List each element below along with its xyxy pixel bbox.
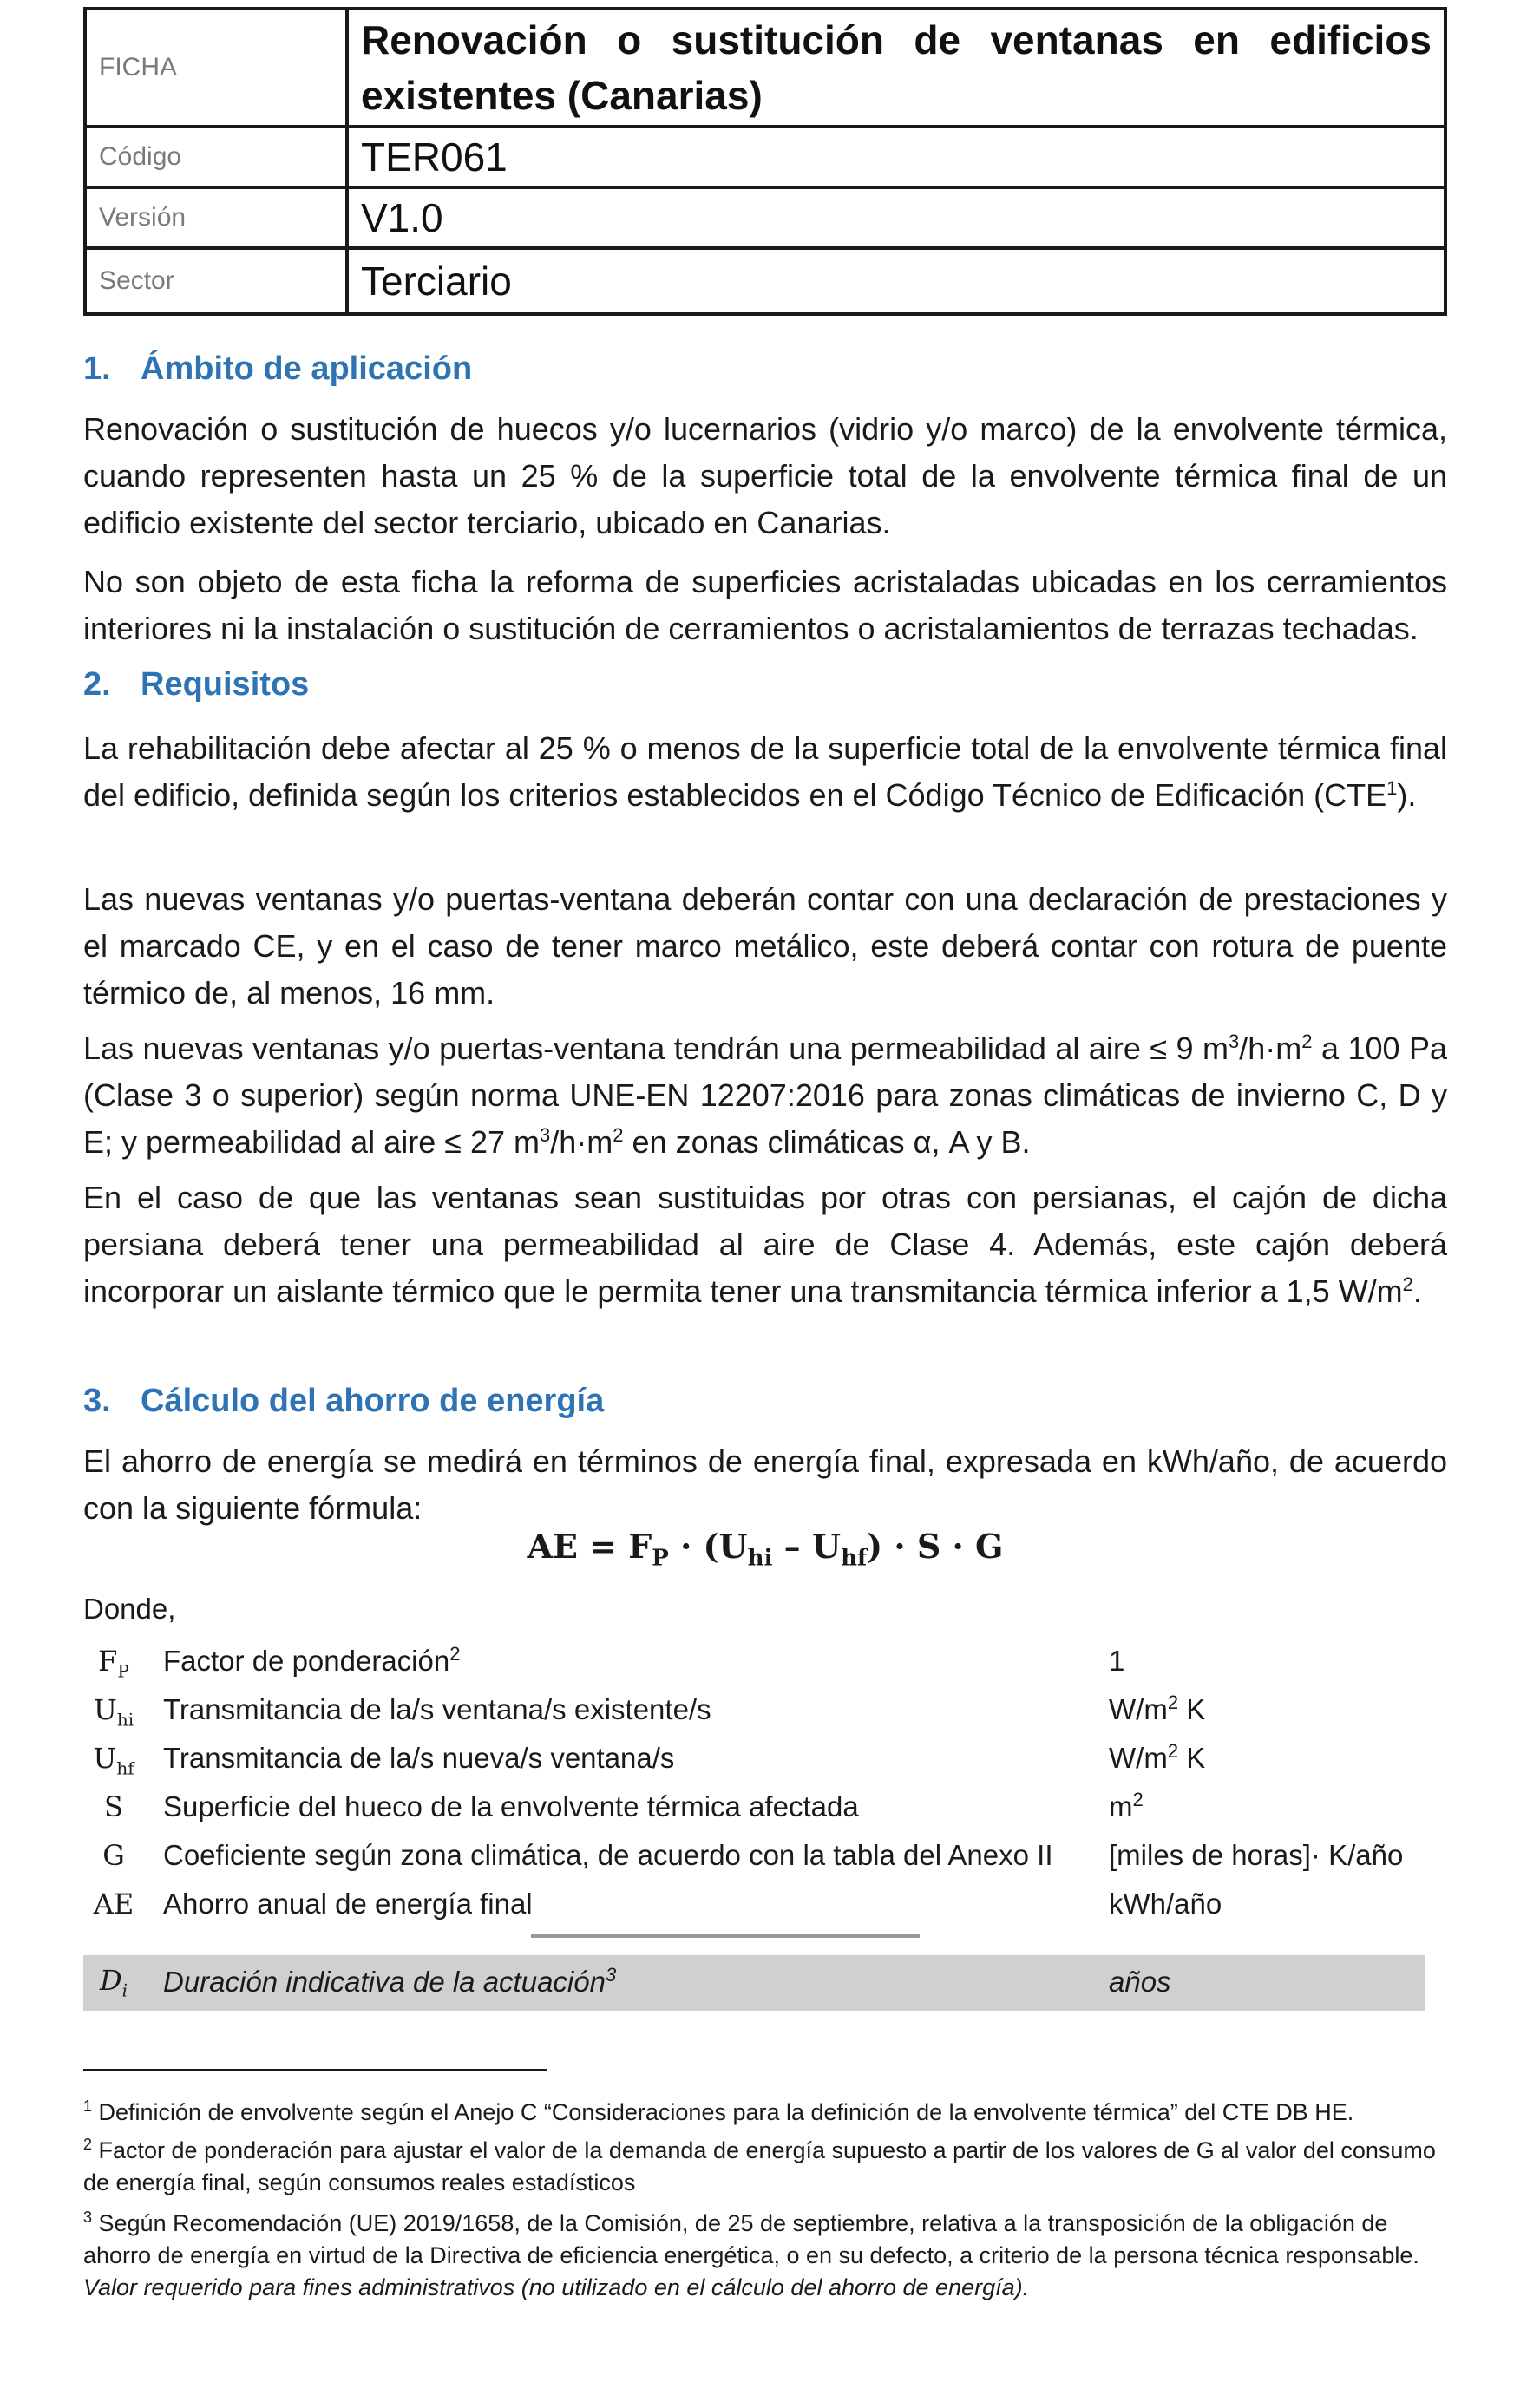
variable-description: Transmitancia de la/s nueva/s ventana/s [163, 1742, 675, 1774]
text-run: /h·m [550, 1124, 613, 1160]
footnote-text: Factor de ponderación para ajustar el valor de la demanda de energía supuesto a partir de los valores de G al valor del consumo de energía final, según consumos reales estadísticos [83, 2137, 1436, 2195]
ficha-title: Renovación o sustitución de ventanas en edificios existentes (Canarias) [347, 9, 1445, 127]
ficha-row-codigo [85, 127, 1445, 187]
footnote-number: 3 [83, 2208, 93, 2226]
formula-part: ) · S · G [867, 1527, 1004, 1566]
text-run: En el caso de que las ventanas sean sustituidas por otras con persianas, el cajón de dicha persiana deberá tener una permeabilidad al aire de Clase 4. Además, este cajón deberá incorporar un aislante térmico que le permita tener una transmitancia térmica inferior a 1,5 W/m [83, 1180, 1447, 1309]
variable-description: Transmitancia de la/s ventana/s existente/s [163, 1693, 711, 1725]
variable-row-uhi [83, 1688, 1447, 1737]
separator-line [531, 1934, 920, 1938]
section-1-paragraph-1: Renovación o sustitución de huecos y/o lucernarios (vidrio y/o marco) de la envolvente térmica, cuando representen hasta un 25 % de la superficie total de la envolvente térmica final de un edificio existente del sector terciario, ubicado en Canarias. [83, 411, 1447, 540]
footnote-italic-text: Valor requerido para fines administrativos (no utilizado en el cálculo del ahorro de energía). [83, 2274, 1030, 2300]
section-2-number: 2. [83, 666, 111, 703]
footnote-1 [83, 2091, 1447, 2129]
text-run: a 100 Pa (Clase 3 o superior) según norma UNE-EN 12207:2016 para zonas climáticas de invierno C, D y E; y permeabilidad al aire ≤ 27 m [83, 1031, 1447, 1160]
ficha-row-sector [85, 248, 1445, 314]
section-1-heading [83, 350, 472, 388]
variable-description: Superficie del hueco de la envolvente térmica afectada [163, 1790, 859, 1822]
section-1-paragraph-2: No son objeto de esta ficha la reforma de superficies acristaladas ubicadas en los cerramientos interiores ni la instalación o sustitución de cerramientos o acristalamientos de terrazas techadas. [83, 564, 1447, 646]
variable-description: Factor de ponderación$^2$ [163, 1643, 461, 1677]
variable-symbol: $F_P$ [98, 1645, 129, 1682]
variable-symbol: $U_{hf}$ [93, 1742, 134, 1779]
ficha-table [83, 7, 1447, 316]
variable-unit: [miles de horas]· K/año [1109, 1839, 1404, 1871]
footnote-ref-1[interactable]: 1 [1386, 777, 1398, 799]
footnote-text: Definición de envolvente según el Anejo C “Consideraciones para la definición de la envolvente térmica” del CTE DB HE. [92, 2099, 1354, 2125]
variables-list [83, 1639, 1447, 2011]
text-run: ). [1397, 777, 1417, 813]
variable-row-uhf [83, 1737, 1447, 1785]
section-3-paragraph-1: El ahorro de energía se medirá en términos de energía final, expresada en kWh/año, de acuerdo con la siguiente fórmula: [83, 1443, 1447, 1526]
footnote-2 [83, 2129, 1447, 2199]
variable-description: Coeficiente según zona climática, de acuerdo con la tabla del Anexo II [163, 1839, 1053, 1871]
formula-sub: P [652, 1545, 669, 1572]
formula-part: · (U [668, 1527, 748, 1566]
ficha-row-version [85, 187, 1445, 248]
text-run: Las nuevas ventanas y/o puertas-ventana tendrán una permeabilidad al aire ≤ 9 m [83, 1031, 1229, 1066]
section-2-heading [83, 666, 309, 703]
superscript: 2 [613, 1124, 624, 1146]
sector-label: Sector [85, 248, 347, 314]
section-2-title: Requisitos [141, 666, 310, 703]
variable-symbol: $D_i$ [99, 1964, 128, 2001]
ficha-label: FICHA [85, 9, 347, 127]
formula-part: – U [772, 1527, 842, 1566]
text-run: . [1412, 1273, 1422, 1309]
footnote-3 [83, 2202, 1447, 2304]
variable-symbol: S [104, 1790, 123, 1823]
version-label: Versión [85, 187, 347, 248]
variable-unit: $W/m^2$ K [1109, 1740, 1206, 1774]
variable-symbol: $U_{hi}$ [93, 1693, 134, 1731]
variable-unit: $m^2$ [1109, 1789, 1144, 1822]
variable-unit: kWh/año [1109, 1888, 1222, 1920]
footnote-ref-2[interactable]: 2 [449, 1643, 461, 1665]
footnote-ref-3[interactable]: 3 [605, 1964, 617, 1986]
variable-row-fp [83, 1639, 1447, 1688]
section-1-title: Ámbito de aplicación [141, 350, 473, 387]
section-2-paragraph-4 [83, 1175, 1447, 1315]
variable-unit: años [1109, 1966, 1171, 1998]
codigo-value: TER061 [347, 127, 1445, 187]
formula-sub: hi [747, 1545, 773, 1572]
footnote-number: 2 [83, 2136, 93, 2153]
section-3-heading [83, 1383, 604, 1420]
text-run: /h·m [1239, 1031, 1302, 1066]
section-2-paragraph-1 [83, 725, 1447, 819]
section-2-paragraph-3 [83, 1025, 1447, 1166]
footnote-text: Según Recomendación (UE) 2019/1658, de la Comisión, de 25 de septiembre, relativa a la transposición de la obligación de ahorro de energía en virtud de la Directiva de eficiencia energética, o en su defecto, a criterio de la persona técnica responsable. [83, 2210, 1419, 2268]
variable-description: Duración indicativa de la actuación$^3$ [163, 1964, 617, 1998]
variable-unit: $W/m^2$ K [1109, 1691, 1206, 1725]
energy-savings-formula [83, 1527, 1447, 1572]
ficha-row-title [85, 9, 1445, 127]
superscript: 2 [1301, 1031, 1313, 1052]
superscript: 3 [540, 1124, 551, 1146]
section-2-paragraph-2: Las nuevas ventanas y/o puertas-ventana deberán contar con una declaración de prestaciones y el marcado CE, y en el caso de tener marco metálico, este deberá contar con rotura de puente térmico de, al menos, 16 mm. [83, 881, 1447, 1011]
variable-description: Ahorro anual de energía final [163, 1888, 533, 1920]
version-value: V1.0 [347, 187, 1445, 248]
variable-row-s [83, 1785, 1447, 1834]
variable-symbol: AE [93, 1888, 134, 1921]
section-3-title: Cálculo del ahorro de energía [141, 1383, 605, 1419]
text-run: La rehabilitación debe afectar al 25 % o menos de la superficie total de la envolvente térmica final del edificio, definida según los criterios establecidos en el Código Técnico de Edificación (CTE [83, 730, 1447, 813]
variable-row-g [83, 1834, 1447, 1882]
superscript: 3 [1229, 1031, 1240, 1052]
section-3-number: 3. [83, 1383, 111, 1419]
superscript: 2 [1402, 1273, 1413, 1295]
footnote-number: 1 [83, 2097, 93, 2115]
variable-symbol: G [102, 1839, 125, 1872]
variable-row-ae [83, 1882, 1447, 1931]
formula-part: AE = F [527, 1527, 652, 1566]
text-run: en zonas climáticas α, A y B. [623, 1124, 1031, 1160]
variable-unit: 1 [1109, 1645, 1125, 1677]
variable-row-duracion [83, 1955, 1425, 2011]
footnote-separator [83, 2069, 547, 2071]
section-1-number: 1. [83, 350, 111, 387]
donde-label: Donde, [83, 1593, 176, 1625]
formula-sub: hf [841, 1545, 868, 1572]
codigo-label: Código [85, 127, 347, 187]
sector-value: Terciario [347, 248, 1445, 314]
